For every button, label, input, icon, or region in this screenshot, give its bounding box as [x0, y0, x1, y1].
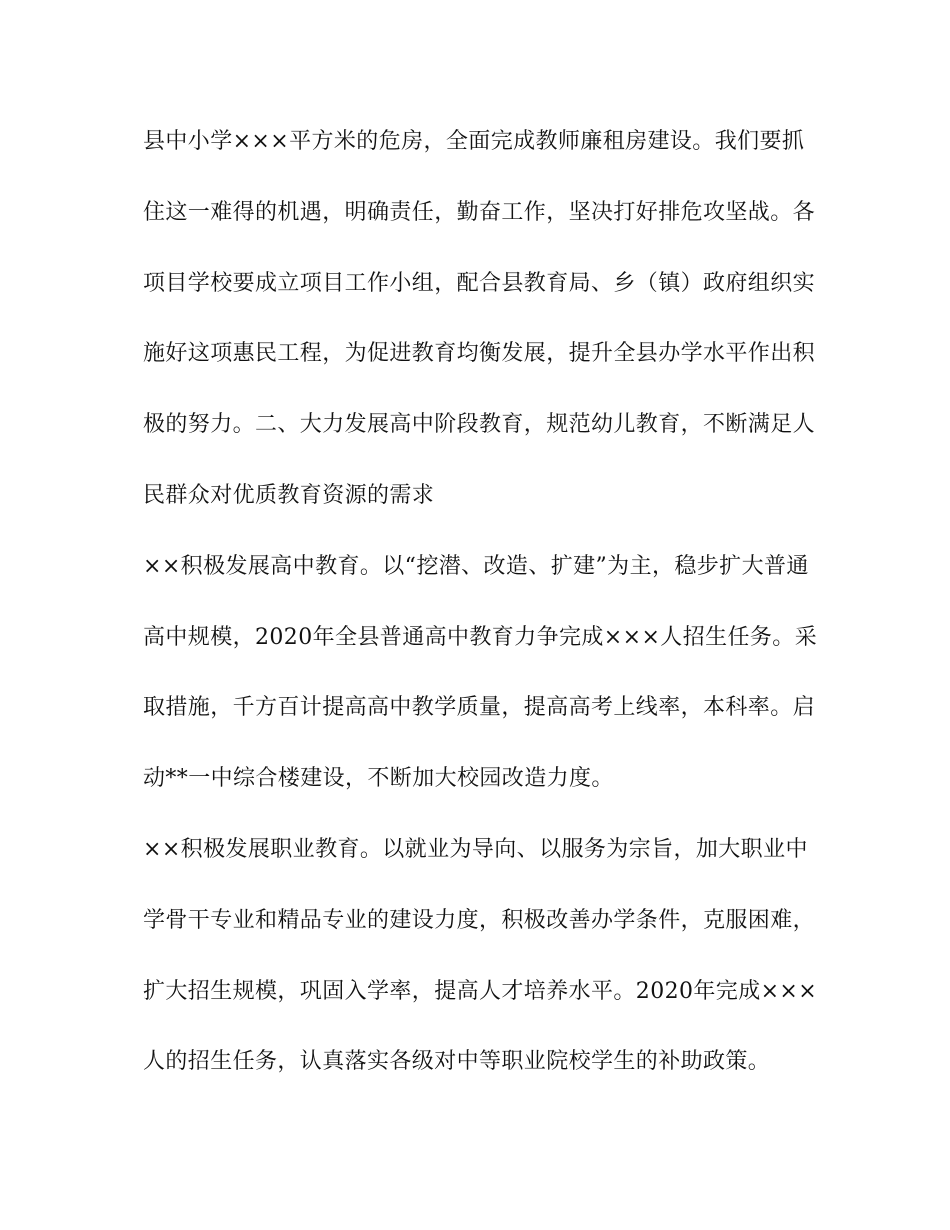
text-line: 项目学校要成立项目工作小组，配合县教育局、乡（镇）政府组织实	[143, 270, 816, 296]
text-line: 动**一中综合楼建设，不断加大校园改造力度。	[143, 766, 614, 792]
body-text	[143, 117, 823, 1108]
text-line: ××积极发展高中教育。以“挖潜、改造、扩建”为主，稳步扩大普通	[143, 553, 809, 579]
text-line: 学骨干专业和精品专业的建设力度，积极改善办学条件，克服困难，	[143, 907, 816, 933]
text-line: 人的招生任务，认真落实各级对中等职业院校学生的补助政策。	[143, 1049, 771, 1075]
text-line: 极的努力。二、大力发展高中阶段教育，规范幼儿教育，不断满足人	[143, 412, 816, 438]
text-line: 县中小学×××平方米的危房，全面完成教师廉租房建设。我们要抓	[143, 129, 805, 154]
text-line: 扩大招生规模，巩固入学率，提高人才培养水平。2020年完成×××	[143, 978, 818, 1004]
text-line: ××积极发展职业教育。以就业为导向、以服务为宗旨，加大职业中	[143, 836, 808, 862]
text-line: 取措施，千方百计提高高中教学质量，提高高考上线率，本科率。启	[143, 695, 816, 721]
text-line: 施好这项惠民工程，为促进教育均衡发展，提升全县办学水平作出积	[143, 341, 816, 367]
text-line: 民群众对优质教育资源的需求	[143, 482, 435, 508]
text-line: 高中规模，2020年全县普通高中教育力争完成×××人招生任务。采	[143, 624, 818, 650]
text-line: 住这一难得的机遇，明确责任，勤奋工作，坚决打好排危攻坚战。各	[143, 199, 816, 225]
